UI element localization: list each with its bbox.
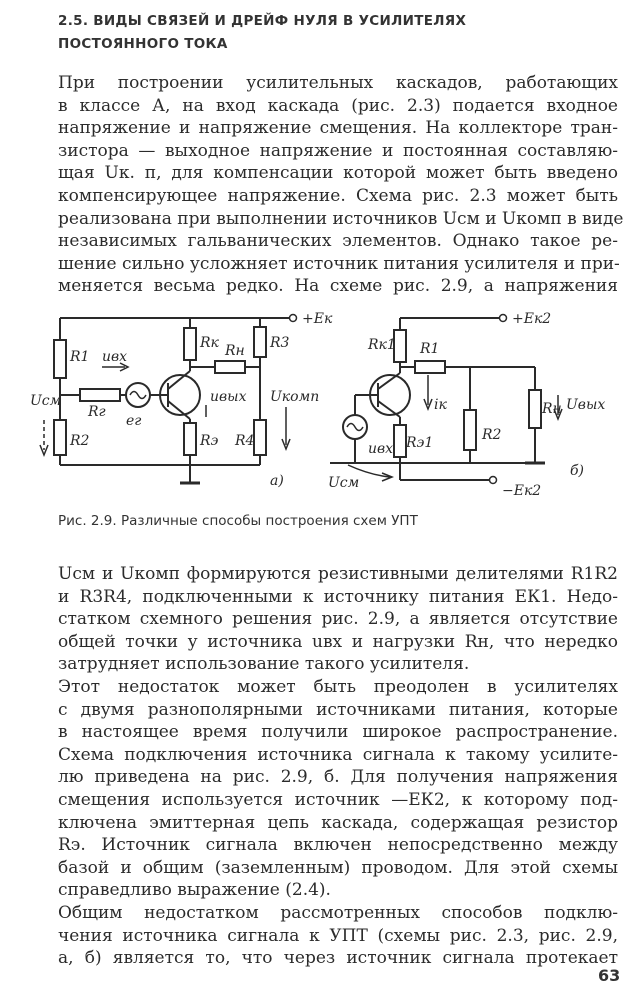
label-uvyx: uвых xyxy=(210,389,247,405)
label-usm: Uсм xyxy=(30,393,62,409)
text-line: ключена эмиттерная цепь каскада, содержащая резистор xyxy=(58,812,618,833)
text-line: с двумя разнополярными источниками питания, которые xyxy=(58,699,618,720)
text-line: Общим недостатком рассмотренных способов подклю- xyxy=(58,903,618,923)
resistor-r2 xyxy=(54,420,66,455)
label-uvx: uвх xyxy=(102,349,128,365)
heading-line: ПОСТОЯННОГО ТОКА xyxy=(58,36,228,52)
label-rk: Rк xyxy=(200,335,219,351)
resistor-rn xyxy=(215,361,245,373)
paragraph-1 xyxy=(58,72,624,298)
label-tag-a: а) xyxy=(270,473,284,489)
label-r1b: R1 xyxy=(420,341,440,357)
label-ek: +Eк xyxy=(302,311,333,327)
resistor-re1 xyxy=(394,425,406,457)
label-rnb: Rн xyxy=(542,401,562,417)
label-r4: R4 xyxy=(235,433,255,449)
label-re1: Rэ1 xyxy=(406,435,434,451)
paragraph-3 xyxy=(58,676,618,902)
label-ik: iк xyxy=(434,397,447,413)
page-number: 63 xyxy=(598,966,621,985)
paragraph-4 xyxy=(58,902,618,970)
label-rg: Rг xyxy=(88,404,106,420)
label-tag-b: б) xyxy=(570,463,585,479)
text-line: меняется весьма редко. На схеме рис. 2.9, а напряжения xyxy=(58,276,618,297)
text-line: При построении усилительных каскадов, работающих xyxy=(58,73,618,93)
resistor-rg xyxy=(80,389,120,401)
text-line: напряжение и напряжение смещения. На коллекторе тран- xyxy=(58,118,618,139)
resistor-rk xyxy=(184,328,196,360)
label-r3: R3 xyxy=(270,335,290,351)
text-line: лю приведена на рис. 2.9, б. Для получения напряжения xyxy=(58,767,618,788)
label-uvx-b: uвх xyxy=(368,441,394,457)
label-ek2: +Eк2 xyxy=(512,311,552,327)
label-r1: R1 xyxy=(70,349,90,365)
text-line: затрудняет использование такого усилителя. xyxy=(58,654,470,675)
resistor-rnb xyxy=(529,390,541,428)
text-line: справедливо выражение (2.4). xyxy=(58,880,331,901)
text-line: базой и общим (заземленным) проводом. Для этой схемы xyxy=(58,857,618,878)
figure-caption: Рис. 2.9. Различные способы построения схем УПТ xyxy=(58,513,418,529)
text-line: а, б) является то, что через источник сигнала протекает xyxy=(58,948,618,969)
text-line: щая Uк. п, для компенсации которой может быть введено xyxy=(58,163,618,184)
text-line: Rэ. Источник сигнала включен непосредственно между xyxy=(58,835,618,856)
text-line: шение сильно усложняет источник питания усилителя и при- xyxy=(58,253,620,274)
text-line: в настоящее время получили широкое распространение. xyxy=(58,722,618,743)
label-rk1: Rк1 xyxy=(368,337,396,353)
text-line: в классе А, на вход каскада (рис. 2.3) подается входное xyxy=(58,95,618,116)
label-ukomp: Uкомп xyxy=(270,389,320,405)
text-line: общей точки у источника uвх и нагрузки Rн, что нередко xyxy=(58,631,618,652)
text-line: и R3R4, подключенными к источнику питания EК1. Недо- xyxy=(58,586,618,607)
text-line: независимых гальванических элементов. Однако такое ре- xyxy=(58,231,618,252)
resistor-r1 xyxy=(54,340,66,378)
text-line: зистора — выходное напряжение и постоянная составляю- xyxy=(58,140,618,161)
paragraph-2 xyxy=(58,563,618,676)
label-re: Rэ xyxy=(200,433,219,449)
text-line: чения источника сигнала к УПТ (схемы рис. 2.3, рис. 2.9, xyxy=(58,925,618,946)
section-heading xyxy=(58,10,528,56)
heading-line: 2.5. ВИДЫ СВЯЗЕЙ И ДРЕЙФ НУЛЯ В УСИЛИТЕЛЯХ xyxy=(58,13,467,29)
text-line: Uсм и Uкомп формируются резистивными делителями R1R2 xyxy=(58,564,618,584)
text-line: компенсирующее напряжение. Схема рис. 2.3 может быть xyxy=(58,185,618,206)
resistor-r1b xyxy=(415,361,445,373)
circuit-figure xyxy=(30,305,620,510)
label-ek2neg: −Eк2 xyxy=(502,483,542,499)
circuit-a xyxy=(40,315,297,484)
resistor-r2b xyxy=(464,410,476,450)
resistor-re xyxy=(184,423,196,455)
label-r2: R2 xyxy=(70,433,90,449)
text-line: Схема подключения источника сигнала к такому усилите- xyxy=(58,744,618,765)
label-rn: Rн xyxy=(225,343,245,359)
label-uvyx-b: Uвых xyxy=(566,397,606,413)
label-usm-b: Uсм xyxy=(328,475,360,491)
text-line: статком схемного решения рис. 2.9, а является отсутствие xyxy=(58,609,618,630)
text-line: реализована при выполнении источников Uсм и Uкомп в виде xyxy=(58,208,624,229)
text-line: Этот недостаток может быть преодолен в усилителях xyxy=(58,677,618,697)
label-r2b: R2 xyxy=(482,427,502,443)
text-line: смещения используется источник —EК2, к которому под- xyxy=(58,789,618,810)
resistor-r3 xyxy=(254,327,266,357)
label-eg: eг xyxy=(126,413,142,429)
resistor-r4 xyxy=(254,420,266,455)
